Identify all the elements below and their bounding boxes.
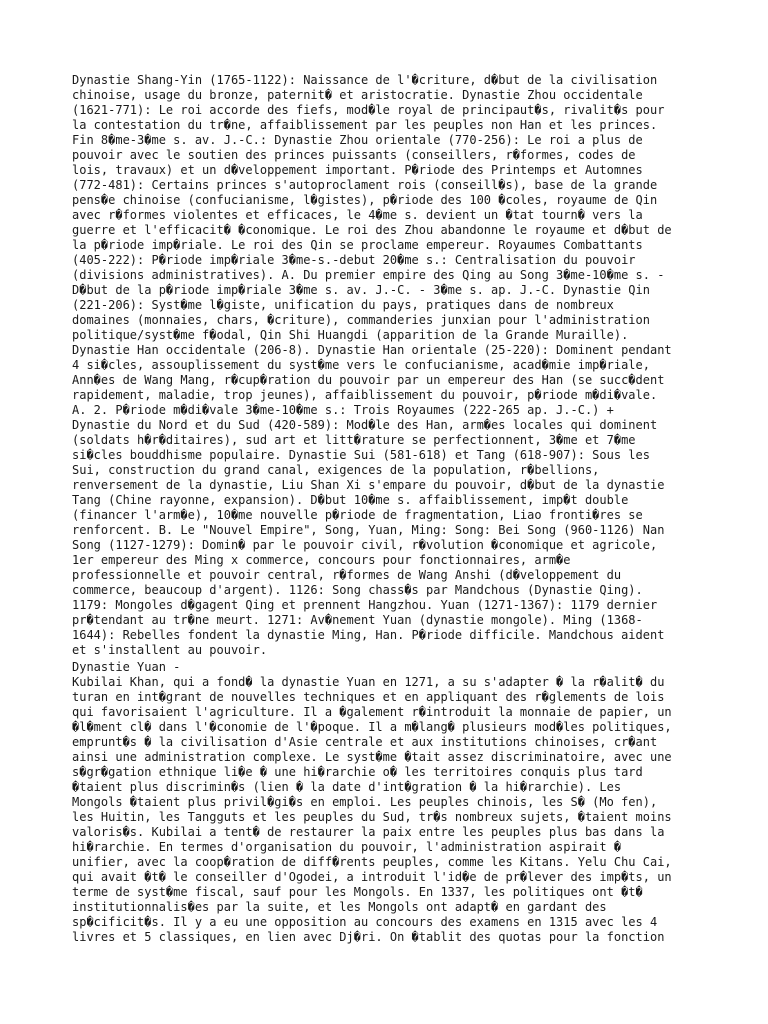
paragraph-chinese-dynasties: Dynastie Shang-Yin (1765-1122): Naissance de l'�criture, d�but de la civilisation chinoise, usage du bronze, paternit� et aristocratie. Dynastie Zhou occidentale (1621-771): Le roi accorde des fiefs, mod�le royal de principaut�s, rivalit�s pour la contestation du tr�ne, affaiblissement par les peuples non Han et les princes. Fin 8�me-3�me s. av. J.-C.: Dynastie Zhou orientale (770-256): Le roi a plus de pouvoir avec le soutien des princes puissants (conseillers, r�formes, codes de lois, travaux) et un d�veloppement important. P�riode des Printemps et Automnes (772-481): Certains princes s'autoproclament rois (conseill�s), base de la grande pens�e chinoise (confucianisme, l�gistes), p�riode des 100 �coles, royaume de Qin avec r�formes violentes et efficaces, le 4�me s. devient un �tat tourn� vers la guerre et l'efficacit� �conomique. Le roi des Zhou abandonne le royaume et d�but de la p�riode imp�riale. Le roi des Qin se proclame empereur. Royaumes Combattants (405-222): P�riode imp�riale 3�me-s.-debut 20�me s.: Centralisation du pouvoir (divisions administratives). A. Du premier empire des Qing au Song 3�me-10�me s. - D�but de la p�riode imp�riale 3�me s. av. J.-C. - 3�me s. ap. J.-C. Dynastie Qin (221-206): Syst�me l�giste, unification du pays, pratiques dans de nombreux domaines (monnaies, chars, �criture), commanderies junxian pour l'administration politique/syst�me f�odal, Qin Shi Huangdi (apparition de la Grande Muraille). Dynastie Han occidentale (206-8). Dynastie Han orientale (25-220): Dominent pendant 4 si�cles, assouplissement du syst�me vers le confucianisme, acad�mie imp�riale, Ann�es de Wang Mang, r�cup�ration du pouvoir par un empereur des Han (se succ�dent rapidement, maladie, trop jeunes), affaiblissement du pouvoir, p�riode m�di�vale. A. 2. P�riode m�di�vale 3�me-10�me s.: Trois Royaumes (222-265 ap. J.-C.) + Dynastie du Nord et du Sud (420-589): Mod�le des Han, arm�es locales qui dominent (soldats h�r�ditaires), sud art et litt�rature se perfectionnent, 3�me et 7�me si�cles bouddhisme populaire. Dynastie Sui (581-618) et Tang (618-907): Sous les Sui, construction du grand canal, exigences de la population, r�bellions, renversement de la dynastie, Liu Shan Xi s'empare du pouvoir, d�but de la dynastie Tang (Chine rayonne, expansion). D�but 10�me s. affaiblissement, imp�t double (financer l'arm�e), 10�me nouvelle p�riode de fragmentation, Liao fronti�res se renforcent. B. Le "Nouvel Empire", Song, Yuan, Ming: Song: Bei Song (960-1126) Nan Song (1127-1279): Domin� par le pouvoir civil, r�volution �conomique et agricole, 1er empereur des Ming x commerce, concours pour fonctionnaires, arm�e professionnelle et pouvoir central, r�formes de Wang Anshi (d�veloppement du commerce, beaucoup d'argent). 1126: Song chass�s par Mandchous (Dynastie Qing). 1179: Mongoles d�gagent Qing et prennent Hangzhou. Yuan (1271-1367): 1179 dernier pr�tendant au tr�ne meurt. 1271: Av�nement Yuan (dynastie mongole). Ming (1368- 1644): Rebelles fondent la dynastie Ming, Han. P�riode difficile. Mandchous aident et s'installent au pouvoir.: [72, 73, 672, 657]
paragraph-yuan-dynasty: Dynastie Yuan - Kubilai Khan, qui a fond� la dynastie Yuan en 1271, a su s'adapter � la r�alit� du turan en int�grant de nouvelles techniques et en appliquant des r�glements de lois qui favorisaient l'agriculture. Il a �galement r�introduit la monnaie de papier, un �l�ment cl� dans l'�conomie de l'�poque. Il a m�lang� plusieurs mod�les politiques, emprunt�s � la civilisation d'Asie centrale et aux institutions chinoises, cr�ant ainsi une administration complexe. Le syst�me �tait assez discriminatoire, avec une s�gr�gation ethnique li�e � une hi�rarchie o� les territoires conquis plus tard �taient plus discrimin�s (lien � la date d'int�gration � la hi�rarchie). Les Mongols �taient plus privil�gi�s en emploi. Les peuples chinois, les S� (Mo fen), les Huitin, les Tangguts et les peuples du Sud, tr�s nombreux sujets, �taient moins valoris�s. Kubilai a tent� de restaurer la paix entre les peuples plus bas dans la hi�rarchie. En termes d'organisation du pouvoir, l'administration aspirait � unifier, avec la coop�ration de diff�rents peuples, comme les Kitans. Yelu Chu Cai, qui avait �t� le conseiller d'Ogodei, a introduit l'id�e de pr�lever des imp�ts, un terme de syst�me fiscal, sauf pour les Mongols. En 1337, les politiques ont �t� institutionnalis�es par la suite, et les Mongols ont adapt� en gardant des sp�cificit�s. Il y a eu une opposition au concours des examens en 1315 avec les 4 livres et 5 classiques, en lien avec Dj�ri. On �tablit des quotas pour la fonction: [72, 660, 672, 944]
